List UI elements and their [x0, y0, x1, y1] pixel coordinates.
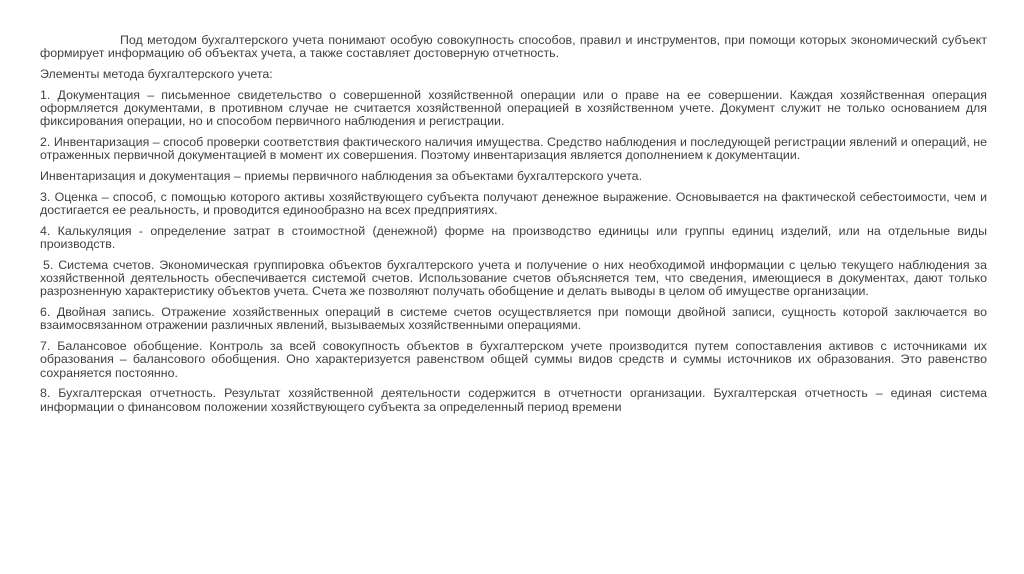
- element-balance-summary: 7. Балансовое обобщение. Контроль за всей совокупность объектов в бухгалтерском учете производится путем сопоставления активов с источниками их образования – балансового обобщения. Оно характеризуется равенством общей суммы видов средств и суммы источников их образования. Это равенство сохраняется постоянно.: [40, 339, 987, 380]
- element-documentation: 1. Документация – письменное свидетельство о совершенной хозяйственной операции или о праве на ее совершении. Каждая хозяйственная операция оформляется документами, в противном случае не считается хозяйственной операцией в хозяйственном учете. Документ служит не только основанием для фиксирования операции, но и способом первичного наблюдения и регистрации.: [40, 87, 987, 129]
- inventory-documentation-note: Инвентаризация и документация – приемы первичного наблюдения за объектами бухгалтерского учета.: [40, 169, 643, 183]
- element-financial-reporting: 8. Бухгалтерская отчетность. Результат хозяйственной деятельности содержится в отчетности организации. Бухгалтерская отчетность – единая система информации о финансовом положении хозяйствующего субъекта за определенный период времени: [40, 386, 987, 414]
- element-double-entry: 6. Двойная запись. Отражение хозяйственных операций в системе счетов осуществляется при помощи двойной записи, сущность которой заключается во взаимосвязанном отражении различных явлений, вызываемых хозяйственными операциями.: [40, 305, 987, 333]
- element-chart-of-accounts: 5. Система счетов. Экономическая группировка объектов бухгалтерского учета и получение о них необходимой информации с целью текущего наблюдения за хозяйственной деятельность обеспечивается системой счетов. Использование счетов объясняется тем, что сведения, имеющиеся в документах, дают только разрозненную характеристику объектов учета. Счета же позволяют получать обобщение и делать выводы в целом об имуществе организации.: [40, 257, 987, 299]
- elements-heading: Элементы метода бухгалтерского учета:: [40, 67, 273, 81]
- element-inventory: 2. Инвентаризация – способ проверки соответствия фактического наличия имущества. Средство наблюдения и последующей регистрации явлений и операций, не отраженных первичной документацией в момент их совершения. Поэтому инвентаризация является дополнением к документации.: [40, 135, 987, 163]
- intro-paragraph: Под методом бухгалтерского учета понимают особую совокупность способов, правил и инструментов, при помощи которых экономический субъект формирует информацию об объектах учета, а также составляет достоверную отчетность.: [40, 33, 987, 61]
- slide-body: [40, 34, 987, 421]
- element-valuation: 3. Оценка – способ, с помощью которого активы хозяйствующего субъекта получают денежное выражение. Основывается на фактической себестоимости, чем и достигается ее реальность, и проводится единообразно на всех предприятиях.: [40, 189, 987, 217]
- element-costing: 4. Калькуляция - определение затрат в стоимостной (денежной) форме на производство единицы или группы единиц изделий, или на отдельные виды производств.: [40, 223, 987, 251]
